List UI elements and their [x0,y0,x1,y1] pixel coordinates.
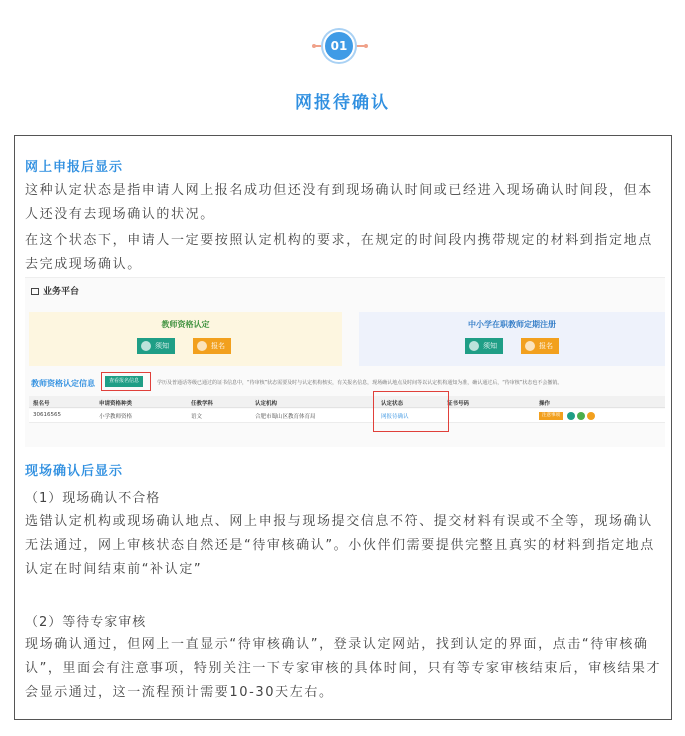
more-icon[interactable] [587,412,595,420]
cell-agency: 合肥市蜀山区教育体育局 [255,414,316,420]
online-heading: 网上申报后显示 [25,160,124,175]
onsite-paragraph-1: 选错认定机构或现场确认地点、网上申报与现场提交信息不符、提交材料有误或不全等，现场确认无法通过，网上审核状态自然还是“待审核确认”。小伙伴们需要提供完整且真实的材料到指定地点认定在时间结束前“补认定” [25,514,655,577]
panel-teacher-certification [29,312,342,366]
certification-note: 学历及普通话等级已通过的证书信息中，“待审核”状态需要及时与认定机构核实，有关报名信息，现场确认地点及时间等以认定机构通知为准，确认通过后，“待审核”状态也不会撤销。 [157,380,563,386]
cell-application-no: 30616565 [33,412,61,418]
view-application-button[interactable]: 查看报名信息 [105,376,143,387]
panel-title: 中小学在职教师定期注册 [468,320,556,329]
column-header: 申请资格种类 [99,401,133,407]
highlight-box-status [373,391,449,432]
online-paragraph-2: 在这个状态下，申请人一定要按照认定机构的要求，在规定的时间段内携带规定的材料到指定地点去完成现场确认。 [25,233,653,272]
column-header: 认定机构 [255,401,278,407]
highlight-box-button [101,372,151,391]
info-icon [469,341,479,351]
badge-dot-left [312,44,316,48]
panel-periodic-registration [359,312,665,366]
page-title: 网报待确认 [295,93,390,113]
onsite-subheading-1: （1）现场确认不合格 [25,491,161,506]
notice-button[interactable]: 须知 [465,338,503,354]
platform-title: 业务平台 [31,284,79,297]
onsite-heading: 现场确认后显示 [25,464,124,479]
certification-info-label: 教师资格认定信息 [31,379,95,388]
column-header: 任教学科 [191,401,214,407]
panel-title: 教师资格认定 [161,320,210,329]
content-card [14,135,672,720]
edit-icon [525,341,535,351]
print-icon[interactable] [577,412,585,420]
apply-button[interactable]: 报名 [521,338,559,354]
column-header: 报名号 [33,401,50,407]
info-icon [141,341,151,351]
status-link[interactable]: 网报待确认 [381,414,409,420]
onsite-paragraph-2: 现场确认通过，但网上一直显示“待审核确认”，登录认定网站，找到认定的界面，点击“待审核确认”，里面会有注意事项，特别关注一下专家审核的具体时间，只有等专家审核结束后，审核结果才会显示通过，这一流程预计需要10-30天左右。 [25,637,662,700]
onsite-subheading-2: （2）等待专家审核 [25,615,147,630]
table-header [29,396,665,408]
table-row [29,409,665,423]
edit-icon [197,341,207,351]
cell-qualification: 小学教师资格 [99,414,133,420]
section-badge [0,28,685,64]
platform-screenshot [25,277,665,447]
column-header: 操作 [539,401,551,407]
monitor-icon [31,288,39,295]
column-header: 认定状态 [381,401,404,407]
notice-button[interactable]: 须知 [137,338,175,354]
apply-button[interactable]: 报名 [193,338,231,354]
online-paragraph-1: 这种认定状态是指申请人网上报名成功但还没有到现场确认时间或已经进入现场确认时间段，但本人还没有去现场确认的状况。 [25,183,653,222]
column-header: 证书号码 [447,401,470,407]
cell-subject: 语文 [191,414,203,420]
notes-button[interactable]: 注意事项 [539,412,563,420]
view-icon[interactable] [567,412,575,420]
badge-dot-right [364,44,368,48]
badge-number: 01 [323,30,355,62]
